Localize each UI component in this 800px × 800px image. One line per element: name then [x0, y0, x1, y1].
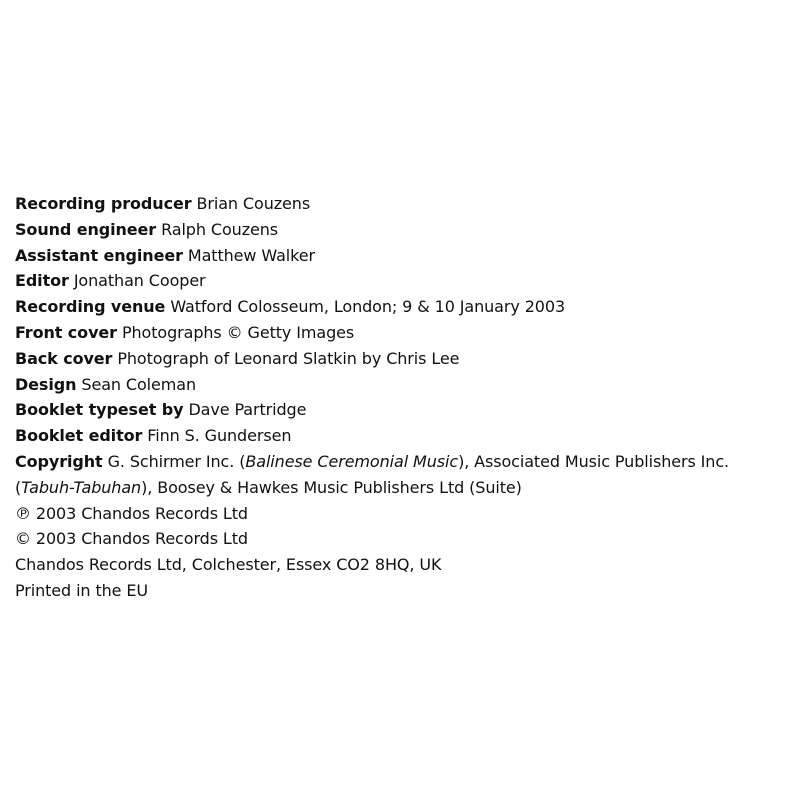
- credit-label: Recording producer: [15, 194, 192, 213]
- credit-label: Recording venue: [15, 297, 166, 317]
- phonogram-line: ℗ 2003 Chandos Records Ltd: [15, 503, 248, 523]
- copyright-publisher-1: G. Schirmer Inc. (: [107, 451, 246, 471]
- credit-line-sound-engineer: [15, 217, 790, 243]
- credit-value: Matthew Walker: [187, 245, 315, 265]
- credit-line-booklet-editor: [15, 423, 790, 449]
- credit-value: Watford Colosseum, London; 9 & 10 January 2003: [170, 297, 566, 317]
- credit-line-recording-venue: [15, 294, 790, 320]
- credit-label: Editor: [15, 271, 69, 291]
- copyright-publisher-2: ), Associated Music Publishers Inc.: [458, 451, 730, 471]
- credit-label: Booklet editor: [15, 426, 143, 446]
- credit-value: Finn S. Gundersen: [147, 426, 292, 446]
- credit-label: Assistant engineer: [15, 245, 183, 265]
- copyright-work-1: Balinese Ceremonial Music: [245, 451, 459, 471]
- credit-value: Photograph of Leonard Slatkin by Chris Lee: [117, 348, 460, 368]
- credit-label: Back cover: [15, 348, 113, 368]
- copyright-line-1: [15, 449, 790, 475]
- copyright-publisher-3: ), Boosey & Hawkes Music Publishers Ltd (Suite): [141, 477, 522, 497]
- copyright-work-2: Tabuh-Tabuhan: [21, 477, 142, 497]
- credit-line-design: [15, 372, 790, 398]
- copyright-notice-line: © 2003 Chandos Records Ltd: [15, 529, 248, 549]
- credit-label: Booklet typeset by: [15, 400, 184, 420]
- credit-label: Front cover: [15, 322, 117, 342]
- copyright-line-2: [15, 475, 790, 501]
- credit-line-recording-producer: [15, 191, 790, 217]
- credit-line-front-cover: [15, 320, 790, 346]
- address-line: Chandos Records Ltd, Colchester, Essex CO2 8HQ, UK: [15, 555, 442, 575]
- credit-value: Dave Partridge: [188, 400, 307, 420]
- credit-line-booklet-typeset: [15, 397, 790, 423]
- credit-label: Sound engineer: [15, 219, 157, 239]
- copyright-paren: (: [15, 477, 22, 497]
- credit-line-back-cover: [15, 346, 790, 372]
- credit-value: Photographs © Getty Images: [121, 322, 355, 342]
- credit-value: Sean Coleman: [81, 374, 197, 394]
- credits-block: [15, 191, 790, 604]
- credit-label: Design: [15, 374, 77, 394]
- credit-value: Ralph Couzens: [161, 219, 279, 239]
- credit-line-editor: [15, 268, 790, 294]
- printed-line: Printed in the EU: [15, 580, 149, 600]
- copyright-label: Copyright: [15, 451, 103, 471]
- credit-value: Brian Couzens: [196, 194, 311, 213]
- credit-value: Jonathan Cooper: [73, 271, 206, 291]
- credit-line-assistant-engineer: [15, 243, 790, 269]
